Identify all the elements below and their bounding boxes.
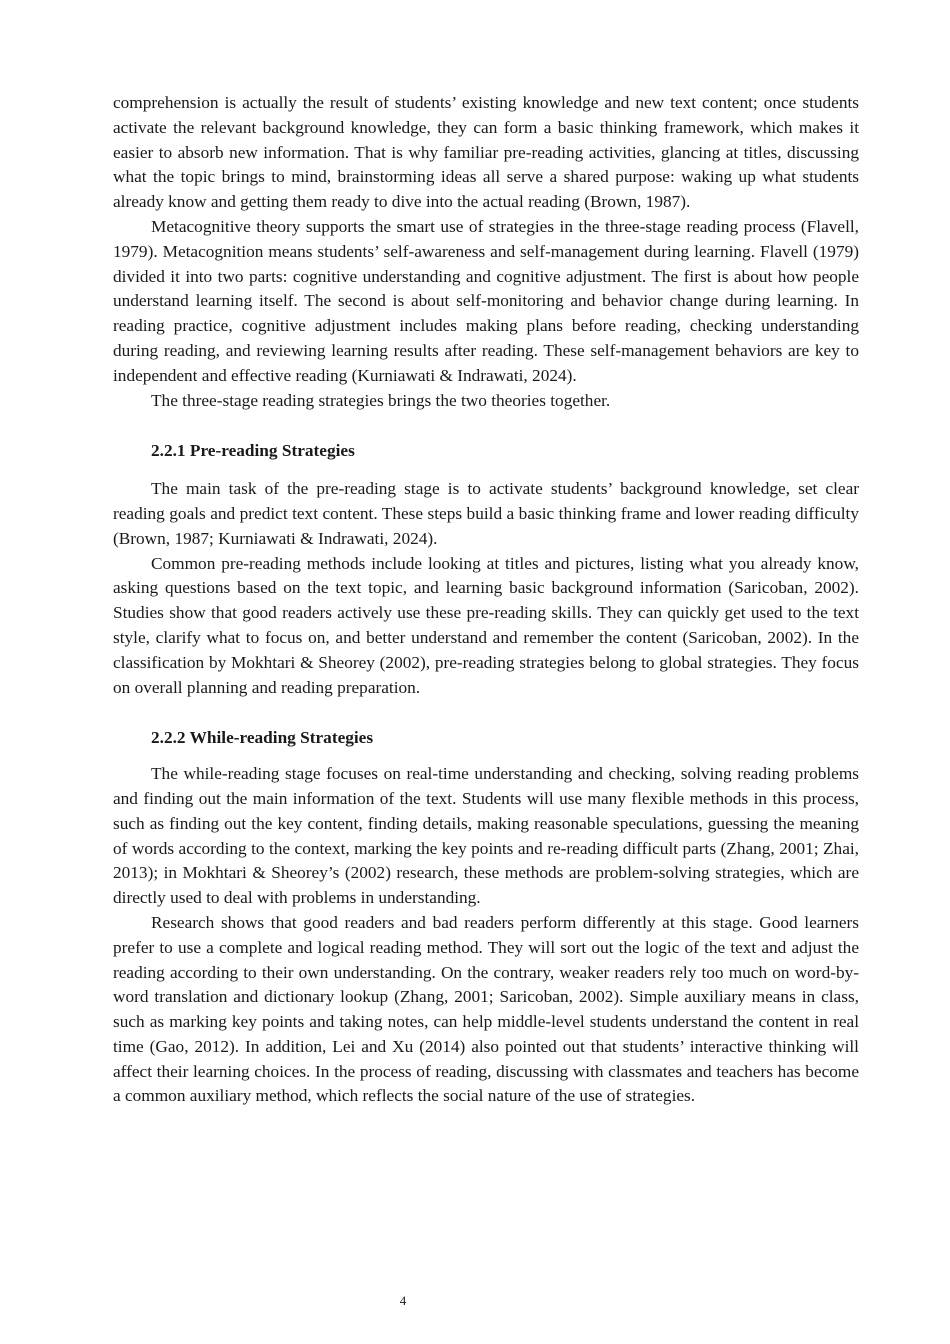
paragraph-while-reading-focus: The while-reading stage focuses on real-time understanding and checking, solving reading problems and finding out the main information of the text. Students will use many flexible methods in this process, such as finding out the key content, finding details, making reasonable speculations, guessing the meaning of words according to the context, marking the key points and re-reading difficult parts (Zhang, 2001; Zhai, 2013); in Mokhtari & Sheorey’s (2002) research, these methods are problem-solving strategies, which are directly used to deal with problems in understanding.: [113, 764, 859, 908]
paragraph-continued: comprehension is actually the result of students’ existing knowledge and new text content; once students activate the relevant background knowledge, they can form a basic thinking framework, which makes it easier to absorb new information. That is why familiar pre-reading activities, glancing at titles, discussing what the topic brings to mind, brainstorming ideas all serve a shared purpose: waking up what students already know and getting them ready to dive into the actual reading (Brown, 1987).: [113, 93, 859, 212]
page-body: [113, 91, 859, 1109]
section-heading-while-reading: 2.2.2 While-reading Strategies: [151, 728, 374, 748]
page-number: 4: [399, 1293, 407, 1308]
paragraph-metacognitive-theory: Metacognitive theory supports the smart use of strategies in the three-stage reading process (Flavell, 1979). Metacognition means students’ self-awareness and self-management during learning. Flavell (1979) divided it into two parts: cognitive understanding and cognitive adjustment. The first is about how people understand learning itself. The second is about self-monitoring and behavior change during learning. In reading practice, cognitive adjustment includes making plans before reading, checking understanding during reading, and reviewing learning results after reading. These self-management behaviors are key to independent and effective reading (Kurniawati & Indrawati, 2024).: [113, 216, 859, 385]
paragraph-pre-reading-methods: Common pre-reading methods include looking at titles and pictures, listing what you already know, asking questions based on the text topic, and learning basic background information (Saricoban, 2002). Studies show that good readers actively use these pre-reading skills. They can quickly get used to the text style, clarify what to focus on, and better understand and remember the content (Saricoban, 2002). In the classification by Mokhtari & Sheorey (2002), pre-reading strategies belong to global strategies. They focus on overall planning and reading preparation.: [113, 553, 859, 697]
paragraph-three-stage: The three-stage reading strategies brings the two theories together.: [151, 390, 611, 410]
paragraph-pre-reading-task: The main task of the pre-reading stage is to activate students’ background knowledge, set clear reading goals and predict text content. These steps build a basic thinking frame and lower reading difficulty (Brown, 1987; Kurniawati & Indrawati, 2024).: [113, 479, 859, 548]
section-heading-pre-reading: 2.2.1 Pre-reading Strategies: [151, 441, 355, 461]
paragraph-while-reading-research: Research shows that good readers and bad readers perform differently at this stage. Good learners prefer to use a complete and logical reading method. They will sort out the logic of the text and adjust the reading according to their own understanding. On the contrary, weaker readers rely too much on word-by-word translation and dictionary lookup (Zhang, 2001; Saricoban, 2002). Simple auxiliary means in class, such as marking key points and taking notes, can help middle-level students understand the content in real time (Gao, 2012). In addition, Lei and Xu (2014) also pointed out that students’ interactive thinking will affect their learning choices. In the process of reading, discussing with classmates and teachers has become a common auxiliary method, which reflects the social nature of the use of strategies.: [113, 912, 859, 1106]
